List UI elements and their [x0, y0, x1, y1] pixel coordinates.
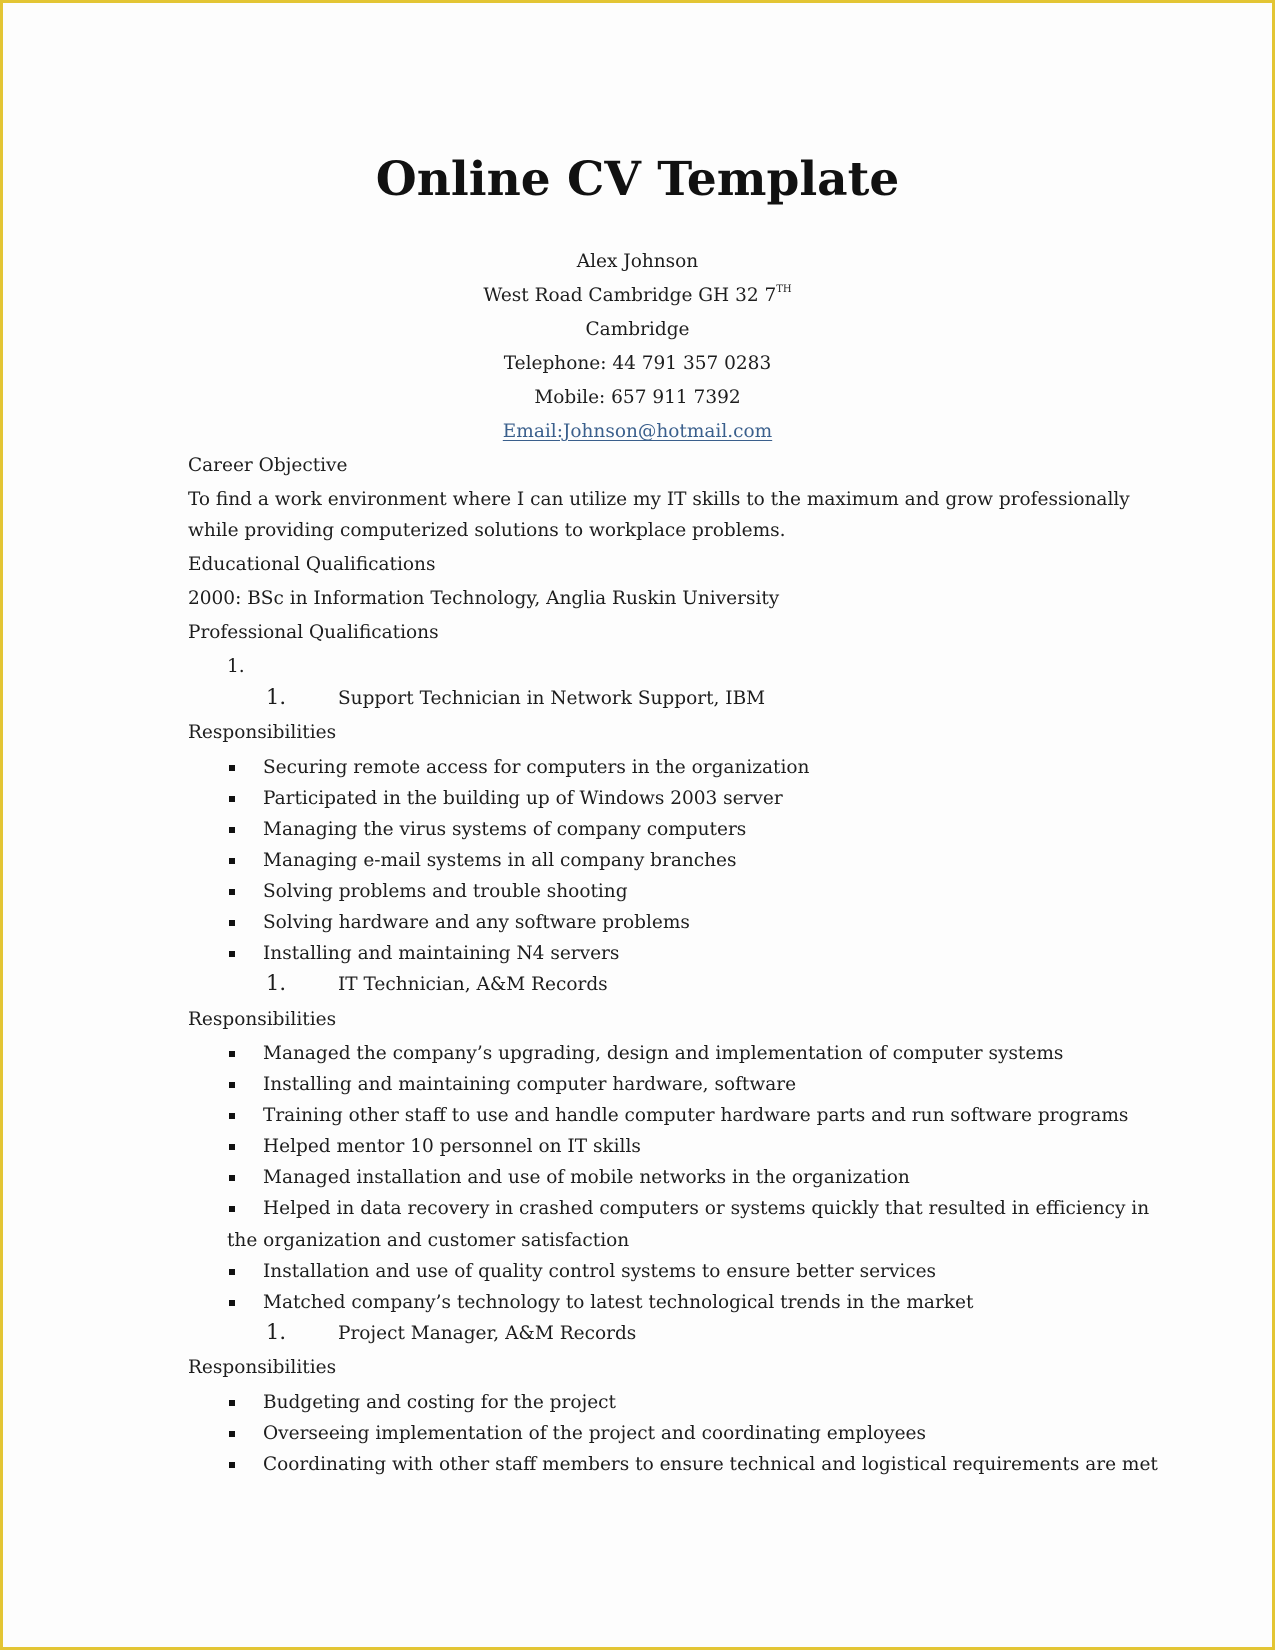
list-item: Managed the company’s upgrading, design and implementation of computer systems [263, 1043, 1064, 1064]
contact-name: Alex Johnson [576, 251, 699, 272]
list-item: Training other staff to use and handle computer hardware parts and run software programs [263, 1105, 1129, 1126]
list-item: Matched company’s technology to latest technological trends in the market [263, 1292, 974, 1313]
list-item: Budgeting and costing for the project [263, 1392, 616, 1413]
list-item: Solving hardware and any software problems [263, 912, 690, 933]
job-number: 1. [266, 1320, 287, 1344]
address-text: West Road Cambridge GH 32 7 [483, 285, 777, 306]
education-heading: Educational Qualifications [188, 554, 436, 575]
list-item-continuation: the organization and customer satisfaction [227, 1230, 630, 1251]
bullet-marker [229, 1269, 235, 1275]
bullet-marker [229, 1300, 235, 1306]
contact-mobile: Mobile: 657 911 7392 [534, 387, 741, 408]
list-item: Helped in data recovery in crashed computers or systems quickly that resulted in efficiency in [263, 1198, 1150, 1219]
job-title: Support Technician in Network Support, IBM [338, 688, 766, 709]
bullet-marker [229, 1431, 235, 1437]
bullet-marker [229, 1082, 235, 1088]
bullet-marker [229, 951, 235, 957]
list-item: Managed installation and use of mobile networks in the organization [263, 1167, 910, 1188]
list-item: Helped mentor 10 personnel on IT skills [263, 1136, 641, 1157]
bullet-marker [229, 1462, 235, 1468]
list-item: Participated in the building up of Windows 2003 server [263, 788, 783, 809]
responsibilities-heading: Responsibilities [188, 1009, 337, 1030]
job-title: Project Manager, A&M Records [338, 1323, 637, 1344]
responsibilities-heading: Responsibilities [188, 1357, 337, 1378]
list-item: Managing the virus systems of company computers [263, 819, 747, 840]
professional-heading: Professional Qualifications [188, 622, 439, 643]
list-item: Installing and maintaining computer hardware, software [263, 1074, 797, 1095]
list-item: Managing e-mail systems in all company branches [263, 850, 737, 871]
bullet-marker [229, 889, 235, 895]
bullet-marker [229, 1175, 235, 1181]
address-superscript: TH [776, 284, 792, 295]
bullet-marker [229, 1113, 235, 1119]
list-item: Overseeing implementation of the project and coordinating employees [263, 1423, 926, 1444]
bullet-marker [229, 796, 235, 802]
list-item: Coordinating with other staff members to ensure technical and logistical requirements are met [263, 1454, 1158, 1475]
list-item: Securing remote access for computers in the organization [263, 757, 810, 778]
contact-telephone: Telephone: 44 791 357 0283 [503, 353, 772, 374]
list-item: Solving problems and trouble shooting [263, 881, 628, 902]
bullet-marker [229, 1400, 235, 1406]
job-title: IT Technician, A&M Records [338, 974, 608, 995]
bullet-marker [229, 827, 235, 833]
contact-address [0, 283, 1275, 309]
contact-city: Cambridge [585, 319, 690, 340]
career-objective-line-1: To find a work environment where I can utilize my IT skills to the maximum and grow professionally [188, 489, 1130, 510]
career-objective-heading: Career Objective [188, 455, 348, 476]
bullet-marker [229, 1051, 235, 1057]
bullet-marker [229, 765, 235, 771]
contact-email-line [0, 419, 1275, 445]
list-item: Installation and use of quality control systems to ensure better services [263, 1261, 937, 1282]
email-link[interactable]: Email:Johnson@hotmail.com [502, 421, 773, 442]
bullet-marker [229, 858, 235, 864]
outer-list-number: 1. [227, 656, 245, 677]
responsibilities-heading: Responsibilities [188, 722, 337, 743]
bullet-marker [229, 1206, 235, 1212]
page-title: Online CV Template [375, 152, 900, 207]
job-number: 1. [266, 971, 287, 995]
job-number: 1. [266, 685, 287, 709]
education-entry: 2000: BSc in Information Technology, Anglia Ruskin University [188, 588, 780, 609]
career-objective-line-2: while providing computerized solutions to workplace problems. [188, 520, 786, 541]
bullet-marker [229, 920, 235, 926]
bullet-marker [229, 1144, 235, 1150]
list-item: Installing and maintaining N4 servers [263, 943, 620, 964]
